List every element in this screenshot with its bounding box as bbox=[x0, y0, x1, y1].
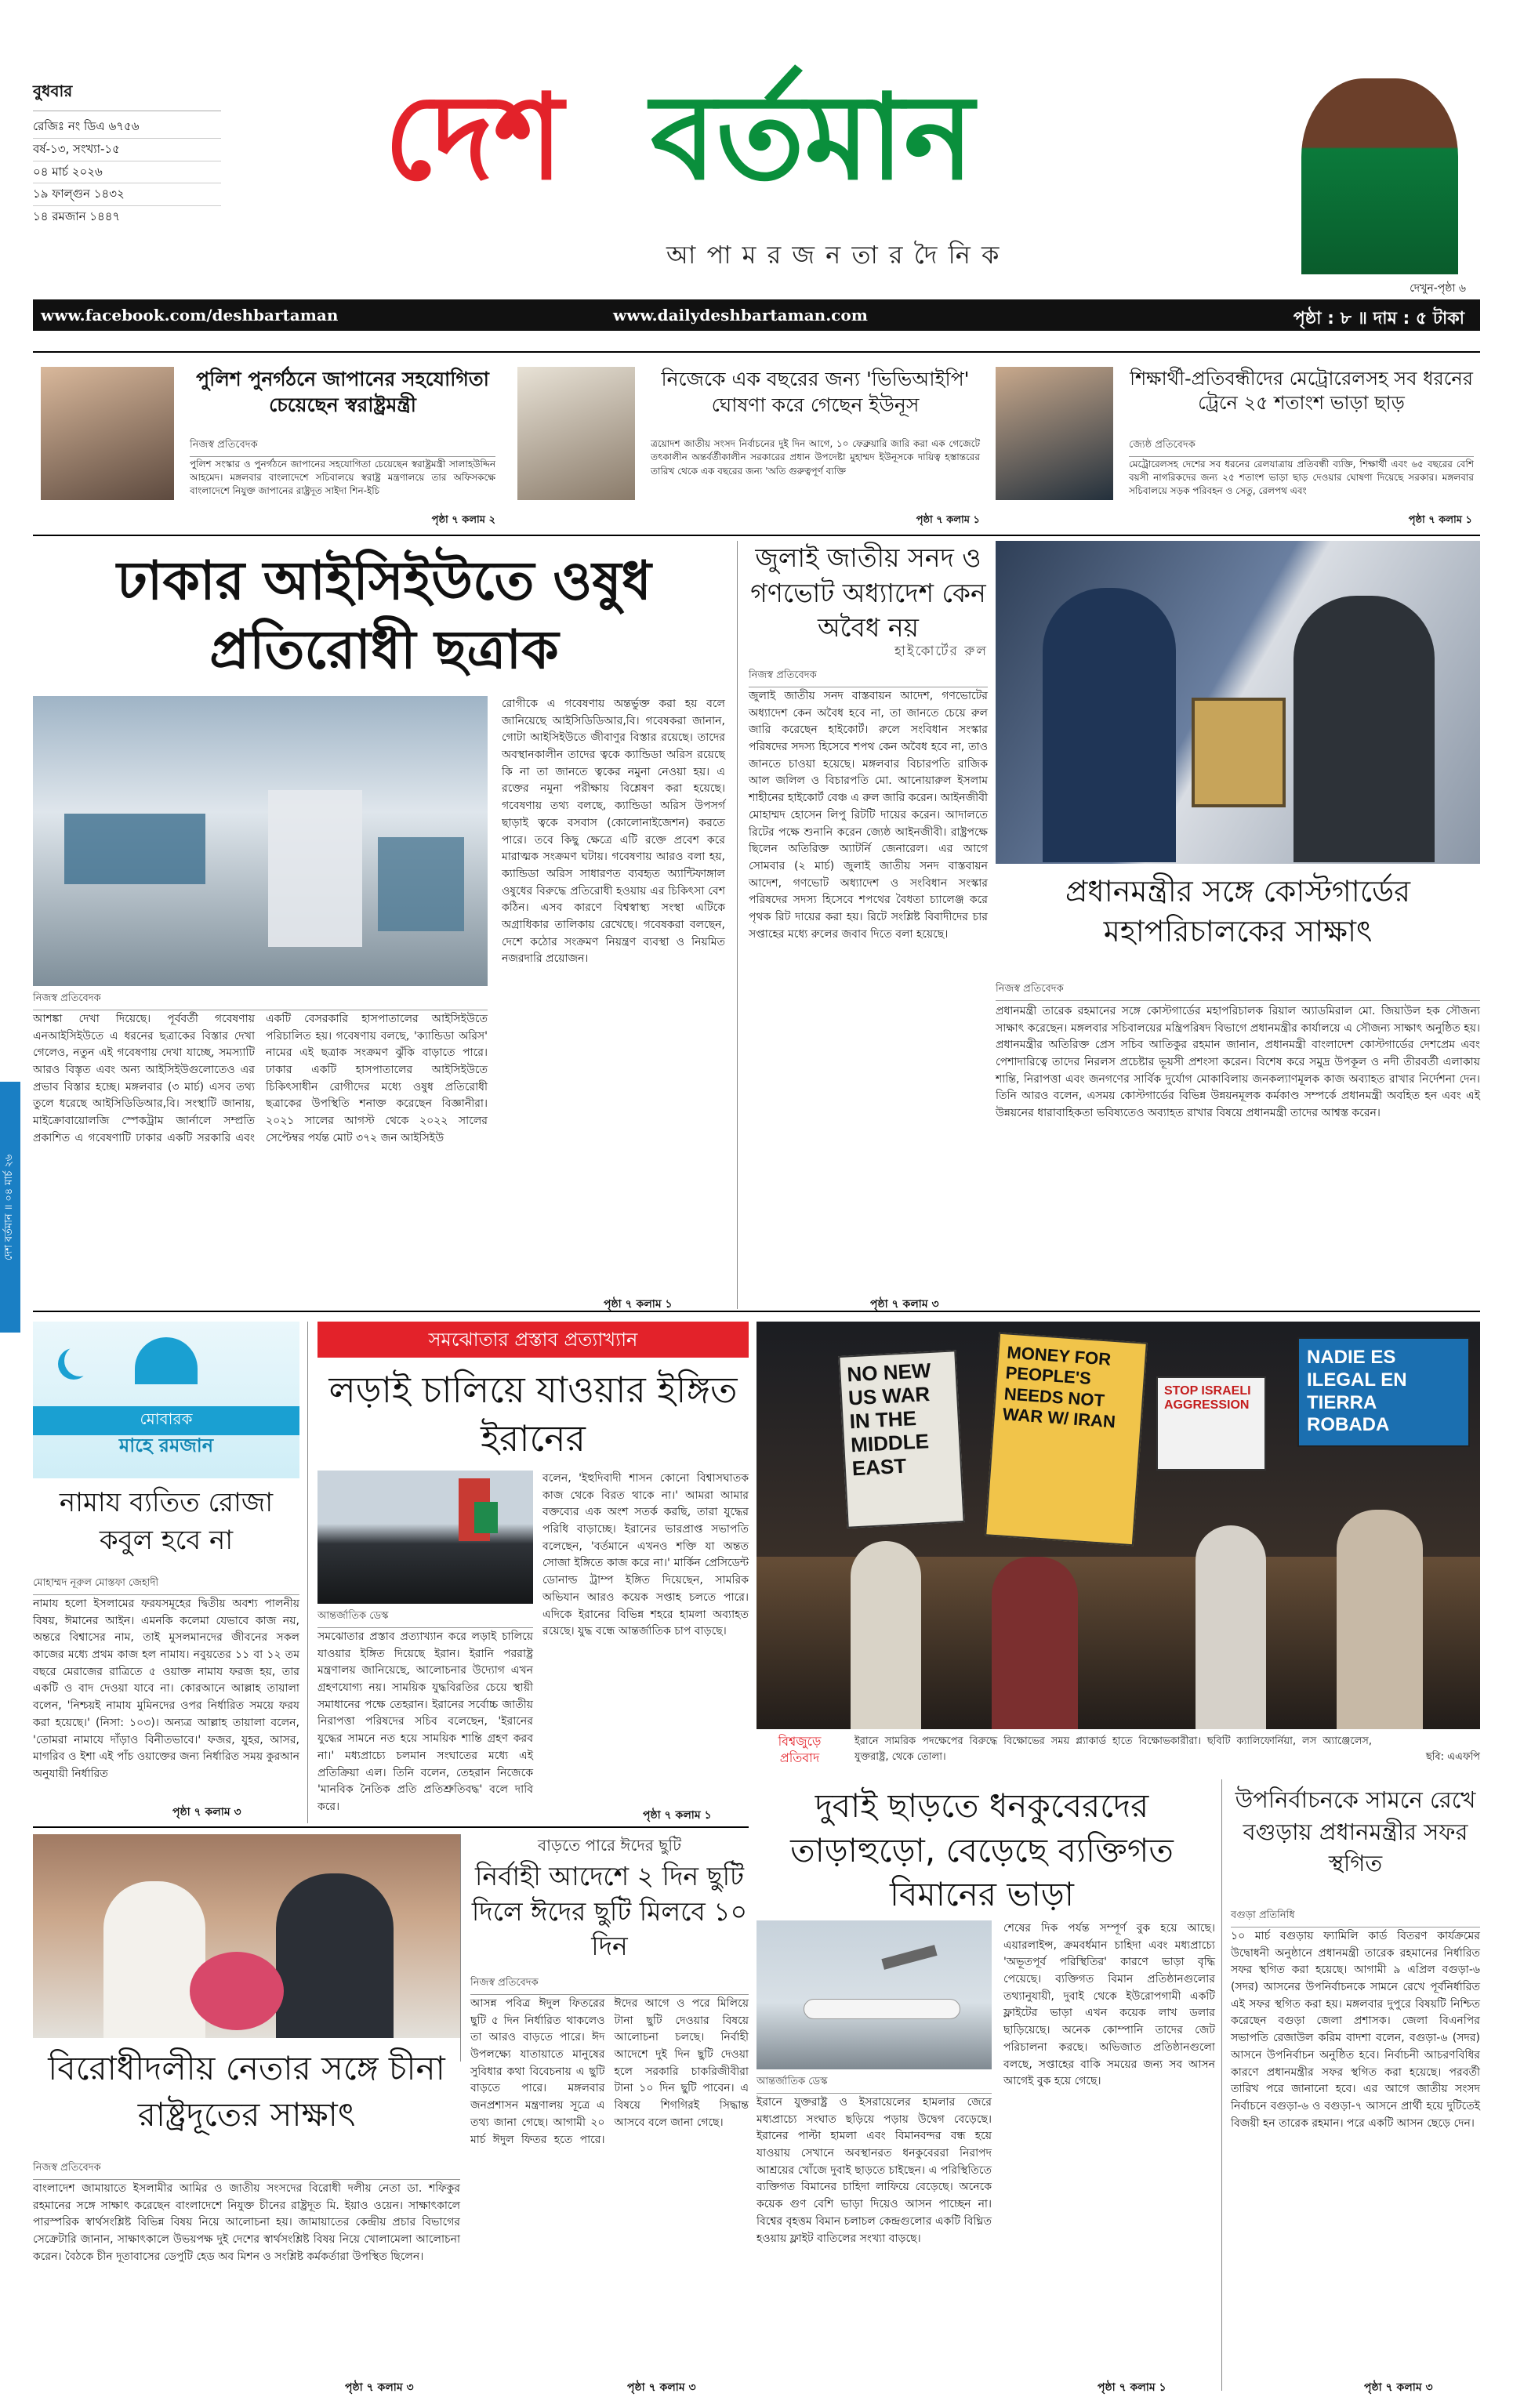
ramadan-headline[interactable]: নামায ব্যতিত রোজা কবুল হবে না bbox=[59, 1487, 274, 1556]
divider bbox=[737, 541, 738, 1309]
ramadan-jump[interactable]: পৃষ্ঠা ৭ কলাম ৩ bbox=[172, 1806, 241, 1819]
teaser-police[interactable] bbox=[33, 359, 503, 530]
promo-label: দেখুন-পৃষ্ঠা ৬ bbox=[1410, 282, 1466, 295]
teaser-byline: জ্যেষ্ঠ প্রতিবেদক bbox=[1129, 437, 1474, 457]
opposition-meeting-photo bbox=[33, 1834, 460, 2038]
pm-coastguard-text: প্রধানমন্ত্রী তারেক রহমানের সঙ্গে কোস্টগার্ডের মহাপরিচালক রিয়াল অ্যাডমিরাল মো. জিয়াউল হক সৌজন্য সাক্ষাৎ করেছেন। মঙ্গলবার সচিবালয়ের মন্ত্রিপরিষদ বিভাগে প্রধানমন্ত্রীর কার্যালয়ে এ সৌজন্য সাক্ষাৎ অনুষ্ঠিত হয়। প্রধানমন্ত্রীর অতিরিক্ত প্রেস সচিব আতিকুর রহমান জানান, প্রধানমন্ত্রী বাংলাদেশ কোস্টগার্ডের দেশপ্রেম এবং পেশাদারিত্বে তাদের নিরলস প্রচেষ্টার ভূয়সী প্রশংসা করেন। বিশেষ করে সমুদ্র উপকূল ও নদী তীরবর্তী এলাকায় শান্তি, নিরাপত্তা এবং জনগণের সার্বিক দুর্যোগ মোকাবিলায় জনকল্যাণমূলক কাজ অব্যাহত রাখার নির্দেশনা দেন। তিনি আরও বলেন, এসময় কোস্টগার্ডের বিভিন্ন উন্নয়নমূলক কর্মকাণ্ড সম্পর্কে প্রধানমন্ত্রী অবহিত হন এবং এই উন্নয়নের ধারাবাহিকতা ভবিষ্যতেও অব্যাহত রাখার বিষয়ে প্রধানমন্ত্রী তাদের আশ্বস্ত করেন। bbox=[996, 1005, 1480, 1120]
registration: রেজিঃ নং ডিএ ৬৭৫৬ bbox=[33, 116, 221, 139]
ramadan-badge bbox=[33, 1322, 299, 1478]
mosque-icon bbox=[135, 1337, 198, 1384]
teaser-text: মেট্রোরেলসহ দেশের সব ধরনের রেলযাত্রায় প্রতিবন্ধী ব্যক্তি, শিক্ষার্থী এবং ৬৫ বছরের বেশি বয়সী নাগরিকদের জন্য ২৫ শতাংশ ভাড়া ছাড় দেওয়ার ঘোষণা দিয়েছে সরকার। মঙ্গলবার সচিবালয়ে সড়ক পরিবহন ও সেতু, রেলপথ এবং bbox=[1129, 459, 1474, 496]
photo-label bbox=[756, 1734, 843, 1767]
dubai-col2: শেষের দিক পর্যন্ত সম্পূর্ণ বুক হয়ে আছে। এয়ারলাইন্স, ক্রমবর্ধমান চাহিদা এবং মধ্যপ্রাচ্যে 'অভূতপূর্ব পরিস্থিতির' কারণে ভাড়া বৃদ্ধি পেয়েছে। ব্যক্তিগত বিমান প্রতিষ্ঠানগুলোর তথ্যানুযায়ী, দুবাই থেকে ইউরোপগামী একটি ফ্লাইটের ভাড়া এখন কয়েক লাখ ডলার ছাড়িয়েছে। অনেক কোম্পানি তাদের জেট পরিচালনা করছে। অভিজাত প্রতিষ্ঠানগুলো বলছে, সপ্তাহের বাকি সময়ের জন্য সব আসন আগেই বুক হয়ে গেছে। bbox=[1003, 1922, 1215, 2088]
logo-bartaman: বর্তমান bbox=[651, 68, 974, 206]
july-kicker: হাইকোর্টের রুল bbox=[894, 644, 988, 659]
dubai-desk: আন্তর্জাতিক ডেস্ক bbox=[756, 2074, 992, 2094]
teaser-photo bbox=[996, 367, 1113, 500]
lead-icu-photo bbox=[33, 696, 488, 986]
lead-byline: নিজস্ব প্রতিবেদক bbox=[33, 991, 488, 1010]
iran-col1: সমঝোতার প্রস্তাব প্রত্যাখ্যান করে লড়াই চালিয়ে যাওয়ার ইঙ্গিত দিয়েছে ইরান। ইরানি পররাষ্ট্র মন্ত্রণালয় জানিয়েছে, আলোচনার উদ্যোগ এখন গ্রহণযোগ্য নয়। সাময়িক যুদ্ধবিরতির চেয়ে স্থায়ী সমাধানের পক্ষে তেহরান। ইরানের সর্বোচ্চ জাতীয় নিরাপত্তা পরিষদের সচিব বলেছেন, 'ইরানের যুদ্ধের সামনে নত হয়ে সাময়িক শান্তি গ্রহণ করব না।' মধ্যপ্রাচ্যে চলমান সংঘাতের মধ্যে এই প্রতিক্রিয়া এল। তিনি বলেন, তেহরান নিজেকে 'মানবিক নৈতিক প্রতি প্রতিশ্রুতিবদ্ধ' বলে দাবি করে। bbox=[317, 1630, 533, 1813]
dubai-jump[interactable]: পৃষ্ঠা ৭ কলাম ১ bbox=[1098, 2381, 1166, 2394]
july-text: জুলাই জাতীয় সনদ বাস্তবায়ন আদেশ, গণভোটের অধ্যাদেশ কেন অবৈধ হবে না, তা জানতে চেয়ে রুল জারি করেছেন হাইকোর্ট। রুলে সংবিধান সংস্কার পরিষদের সদস্য হিসেবে শপথ কেন অবৈধ হবে না, তাও জানতে চাওয়া হয়েছে। মঙ্গলবার বিচারপতি রাজিক আল জলিল ও বিচারপতি মো. আনোয়ারুল ইসলাম শাহীনের হাইকোর্ট বেঞ্চ এ রুল জারি করেন। আইনজীবী মোহাম্মদ হোসেন লিপু রিটটি দায়ের করেন। আদালতে রিটের পক্ষে শুনানি করেন জ্যেষ্ঠ আইনজীবী। রাষ্ট্রপক্ষে ছিলেন অতিরিক্ত অ্যাটর্নি জেনারেল। এর আগে সোমবার (২ মার্চ) জুলাই জাতীয় সনদ বাস্তবায়ন আদেশ, গণভোট অধ্যাদেশ ও সংবিধান সংস্কার পরিষদের সদস্য হিসেবে শপথের বৈধতা চ্যালেঞ্জ করে পৃথক রিট দায়ের করা হয়। রিটে সংশ্লিষ্ট বিবাদীদের চার সপ্তাহের মধ্যে রুলের জবাব দিতে বলা হয়েছে। bbox=[749, 690, 988, 941]
lead-jump[interactable]: পৃষ্ঠা ৭ কলাম ১ bbox=[604, 1298, 673, 1311]
teaser-byline: নিজস্ব প্রতিবেদক bbox=[190, 437, 495, 457]
day-label: বুধবার bbox=[33, 80, 221, 111]
private-jet-photo bbox=[756, 1920, 992, 2069]
protest-sign-4: NADIE ES ILEGAL EN TIERRA ROBADA bbox=[1297, 1337, 1470, 1447]
bogura-headline[interactable]: উপনির্বাচনকে সামনে রেখে বগুড়ায় প্রধানমন্ত্রীর সফর স্থগিত bbox=[1235, 1786, 1476, 1877]
volume: বর্ষ-১৩, সংখ্যা-১৫ bbox=[33, 139, 221, 161]
website-link[interactable]: www.dailydeshbartaman.com bbox=[613, 306, 868, 325]
teaser-jump[interactable]: পৃষ্ঠা ৭ কলাম ২ bbox=[431, 514, 495, 526]
ramadan-text: নামায হলো ইসলামের ফরযসমূহের দ্বিতীয় অবশ্য পালনীয় বিষয়, ঈমানের আইন। এমনকি কলেমা যেভাবে কাজ নয়, অন্তরে বিশ্বাসের নাম, তাই মুসলমানদের জীবনের সকল কাজের মধ্যে প্রথম কাজ হল নামায। নবুয়তের ১১ বা ১২ তম বছরে মেরাজের রাত্রিতে ৫ ওয়াক্ত নামায ফরজ হয়, তার একটি ও বাদ দেওয়া যাবে না। কোরআনে আল্লাহ তায়ালা বলেন, 'নিশ্চয়ই নামায মুমিনদের ওপর নির্ধারিত সময়ে ফরয করা হয়েছে।' (নিসা: ১০৩)। অন্যত্র আল্লাহ তায়ালা বলেন, 'তোমরা নামাযে দাঁড়াও বিনীতভাবে।' ফজর, যুহর, আসর, মাগরিব ও ইশা এই পাঁচ ওয়াক্তের জন্য নির্ধারিত সময় কুরআন অনুযায়ী নির্ধারিত bbox=[33, 1597, 299, 1780]
dubai-headline[interactable]: দুবাই ছাড়তে ধনকুবেরদের তাড়াহুড়ো, বেড়েছে ব্যক্তিগত বিমানের ভাড়া bbox=[790, 1786, 1174, 1914]
pm-coastguard-byline: নিজস্ব প্রতিবেদক bbox=[996, 981, 1480, 1001]
ramadan-badge-line1: মোবারক bbox=[33, 1406, 299, 1435]
divider bbox=[33, 1311, 1480, 1312]
bogura-jump[interactable]: পৃষ্ঠা ৭ কলাম ৩ bbox=[1364, 2381, 1433, 2394]
protest-sign-3: STOP ISRAELI AGGRESSION bbox=[1156, 1376, 1266, 1471]
ramadan-badge-line2: মাহে রমজান bbox=[118, 1434, 214, 1456]
info-bar bbox=[33, 299, 1480, 331]
logo-desh: দেশ bbox=[384, 68, 564, 206]
lead-col2: রোগীকে এ গবেষণায় অন্তর্ভুক্ত করা হয় বলে জানিয়েছে আইসিডিডিআর,বি। গবেষকরা জানান, গোটা আইসিইউতে জীবাণুর বিস্তার রয়েছে। তাদের অবস্থানকালীন তাদের ত্বকে ক্যান্ডিডা অরিস রয়েছে কি না তা জানতে ত্বকের নমুনা নেওয়া হয়। এ রক্তের নমুনা পরীক্ষায় বিশ্লেষণ করা হয়েছে। গবেষণায় তথ্য বলছে, ক্যান্ডিডা অরিস উপসর্গ ছাড়াই ত্বকে বসবাস (কোলোনাইজেশন) করতে পারে। তবে কিছু ক্ষেত্রে এটি রক্তে প্রবেশ করে মারাত্মক সংক্রমণ ঘটায়। গবেষণায় আরও বলা হয়, ক্যান্ডিডা অরিস সাধারণত ব্যবহৃত অ্যান্টিফাঙ্গাল ওষুধের বিরুদ্ধে প্রতিরোধী হওয়ায় এর চিকিৎসা বেশ কঠিন। এসব কারণে বিশ্বস্বাস্থ্য সংস্থা এটিকে অগ্রাধিকার তালিকায় রেখেছে। গবেষকরা বলছেন, দেশে কঠোর সংক্রমণ নিয়ন্ত্রণ ব্যবস্থা ও নিয়মিত নজরদারি প্রয়োজন। bbox=[502, 698, 725, 966]
july-headline[interactable]: জুলাই জাতীয় সনদ ও গণভোট অধ্যাদেশ কেন অবৈধ নয় bbox=[750, 542, 986, 644]
dubai-col1: ইরানে যুক্তরাষ্ট্র ও ইসরায়েলের হামলার জেরে মধ্যপ্রাচ্যে সংঘাত ছড়িয়ে পড়ায় উদ্বেগ বেড়েছে। ইরানের পাল্টা হামলা এবং বিমানবন্দর বন্ধ হয়ে যাওয়ায় সেখানে অবস্থানরত ধনকুবেররা নিরাপদ আশ্রয়ের খোঁজে দুবাই ছাড়তে চাইছেন। এ পরিস্থিতিতে ব্যক্তিগত বিমানের চাহিদা লাফিয়ে বেড়েছে। অনেকে কয়েক গুণ বেশি ভাড়া দিয়েও আসন পাচ্ছেন না। বিশ্বের বৃহত্তম বিমান চলাচল কেন্দ্রগুলোর একটি বিঘ্নিত হওয়ায় ফ্লাইট বাতিলের সংখ্যা বাড়ছে। bbox=[756, 2096, 992, 2245]
divider bbox=[33, 535, 1480, 536]
divider bbox=[1221, 1779, 1222, 2391]
photo-label-line2: প্রতিবাদ bbox=[779, 1750, 820, 1765]
july-byline: নিজস্ব প্রতিবেদক bbox=[749, 668, 988, 687]
divider bbox=[33, 351, 1480, 353]
opposition-headline[interactable]: বিরোধীদলীয় নেতার সঙ্গে চীনা রাষ্ট্রদূতের সাক্ষাৎ bbox=[48, 2049, 445, 2134]
eid-headline[interactable]: নির্বাহী আদেশে ২ দিন ছুটি দিলে ঈদের ছুটি মিলবে ১০ দিন bbox=[471, 1861, 748, 1962]
bogura-text: ১০ মার্চ বগুড়ায় ফ্যামিলি কার্ড বিতরণ কার্যক্রমের উদ্বোধনী অনুষ্ঠানে প্রধানমন্ত্রী তারেক রহমানের নির্ধারিত সফর স্থগিত করা হয়েছে। আগামী ৯ এপ্রিল বগুড়া-৬ (সদর) আসনের উপনির্বাচনকে সামনে রেখে পূর্বনির্ধারিত এই সফর স্থগিত করা হয়। মঙ্গলবার দুপুরে বিষয়টি নিশ্চিত করেছেন বগুড়া জেলা প্রশাসক। জেলা বিএনপির সভাপতি রেজাউল করিম বাদশা বলেন, বগুড়া-৬ (সদর) আসনে উপনির্বাচন অনুষ্ঠিত হবে। নির্বাচনী আচরণবিধির কারণে প্রধানমন্ত্রীর সফর স্থগিত করা হয়েছে। পরবর্তী তারিখ পরে জানানো হবে। এর আগে জাতীয় সংসদ নির্বাচনে বগুড়া-৬ ও বগুড়া-৭ আসনে প্রার্থী হয়ে দুটিতেই বিজয়ী হন তারেক রহমান। পরে একটি আসন ছেড়ে দেন। bbox=[1231, 1930, 1480, 2130]
teaser-photo bbox=[517, 367, 635, 500]
opposition-jump[interactable]: পৃষ্ঠা ৭ কলাম ৩ bbox=[345, 2381, 414, 2394]
lead-col1: আশঙ্কা দেখা দিয়েছে। পূর্ববর্তী গবেষণায় এনআইসিইউতে এ ধরনের ছত্রাকের বিস্তার দেখা গেলেও, নতুন এই গবেষণায় দেখা যাচ্ছে, সমস্যাটি আরও বিস্তৃত এবং অন্য আইসিইউগুলোতেও এর প্রভাব বিস্তার হচ্ছে। মঙ্গলবার (৩ মার্চ) এসব তথ্য তুলে ধরেছে আইসিডিডিআর,বি। সংস্থাটি জানায়, মাইক্রোবায়োলজি স্পেকট্রাম জার্নালে সম্প্রতি প্রকাশিত এ গবেষণাটি ঢাকার একটি সরকারি এবং একটি বেসরকারি হাসপাতালের আইসিইউতে পরিচালিত হয়। গবেষণায় বলছে, 'ক্যান্ডিডা অরিস' নামের এই ছত্রাক সংক্রমণ ঝুঁকি বাড়াতে পারে। ঢাকার একটি হাসপাতালের আইসিইউতে চিকিৎসাধীন রোগীদের মধ্যে ওষুধ প্রতিরোধী ছত্রাকের উপস্থিতি শনাক্ত করেছেন বিজ্ঞানীরা। ২০২১ সালের আগস্ট থেকে ২০২২ সালের সেপ্টেম্বর পর্যন্ত মোট ৩৭২ জন আইসিইউ bbox=[33, 1013, 488, 1144]
photo-caption: ইরানে সামরিক পদক্ষেপের বিরুদ্ধে বিক্ষোভের সময় প্ল্যাকার্ড হাতে বিক্ষোভকারীরা। ছবিটি ক্যালিফোর্নিয়া, লস অ্যাঞ্জেলেস, যুক্তরাষ্ট্র, থেকে তোলা। bbox=[854, 1735, 1372, 1764]
iran-banner: সমঝোতার প্রস্তাব প্রত্যাখ্যান bbox=[317, 1322, 749, 1358]
iran-jump[interactable]: পৃষ্ঠা ৭ কলাম ১ bbox=[643, 1809, 712, 1822]
iran-desk: আন্তর্জাতিক ডেস্ক bbox=[317, 1608, 533, 1628]
promo-player-photo bbox=[1301, 78, 1458, 274]
facebook-link[interactable]: www.facebook.com/deshbartaman bbox=[41, 306, 339, 325]
protest-photo bbox=[756, 1322, 1480, 1729]
teaser-title: পুলিশ পুনর্গঠনে জাপানের সহযোগিতা চেয়েছেন স্বরাষ্ট্রমন্ত্রী bbox=[196, 368, 489, 416]
teaser-jump[interactable]: পৃষ্ঠা ৭ কলাম ১ bbox=[1408, 514, 1472, 526]
crescent-icon bbox=[64, 1345, 96, 1376]
date-hijri: ১৪ রমজান ১৪৪৭ bbox=[33, 209, 121, 223]
masthead-info bbox=[33, 80, 221, 228]
side-tab: দেশ বর্তমান ॥ ০৪ মার্চ ২৬ bbox=[0, 1082, 20, 1333]
promo-box[interactable] bbox=[1286, 78, 1466, 298]
bogura-byline: বগুড়া প্রতিনিধি bbox=[1231, 1908, 1480, 1927]
divider bbox=[307, 1322, 308, 1823]
teaser-photo bbox=[41, 367, 174, 500]
date-bangla: ১৯ ফাল্গুন ১৪৩২ bbox=[33, 183, 221, 206]
teaser-rail[interactable] bbox=[996, 359, 1480, 530]
teaser-title: নিজেকে এক বছরের জন্য 'ভিভিআইপি' ঘোষণা করে গেছেন ইউনূস bbox=[661, 368, 970, 416]
teaser-jump[interactable]: পৃষ্ঠা ৭ কলাম ১ bbox=[916, 514, 980, 526]
july-jump[interactable]: পৃষ্ঠা ৭ কলাম ৩ bbox=[870, 1298, 939, 1311]
divider bbox=[33, 1826, 749, 1828]
teaser-text: ত্রয়োদশ জাতীয় সংসদ নির্বাচনের দুই দিন আগে, ১০ ফেব্রুয়ারি জারি করা এক গেজেটে তৎকালীন অন্তর্বর্তীকালীন সরকারের প্রধান উপদেষ্টা মুহাম্মদ ইউনূসকে দায়িত্ব হস্তান্তরের তারিখ থেকে এক বছরের জন্য 'অতি গুরুত্বপূর্ণ ব্যক্তি bbox=[651, 438, 980, 477]
protest-sign-2: MONEY FOR PEOPLE'S NEEDS NOT WAR W/ IRAN bbox=[985, 1333, 1148, 1547]
price-label: পৃষ্ঠা : ৮ ॥ দাম : ৫ টাকা bbox=[1293, 309, 1464, 328]
divider bbox=[460, 1834, 461, 2062]
pm-coastguard-headline[interactable]: প্রধানমন্ত্রীর সঙ্গে কোস্টগার্ডের মহাপরিচালকের সাক্ষাৎ bbox=[1065, 874, 1410, 949]
photo-credit: ছবি: এএফপি bbox=[1425, 1751, 1480, 1763]
eid-jump[interactable]: পৃষ্ঠা ৭ কলাম ৩ bbox=[627, 2381, 696, 2394]
pm-coastguard-photo bbox=[996, 541, 1480, 864]
opposition-byline: নিজস্ব প্রতিবেদক bbox=[33, 2160, 460, 2180]
protest-sign-1: NO NEW US WAR IN THE MIDDLE EAST bbox=[838, 1350, 964, 1529]
iran-rally-photo bbox=[317, 1471, 533, 1604]
opposition-text: বাংলাদেশ জামায়াতে ইসলামীর আমির ও জাতীয় সংসদের বিরোধী দলীয় নেতা ডা. শফিকুর রহমানের সঙ্গে সাক্ষাৎ করেছেন বাংলাদেশে নিযুক্ত চীনের রাষ্ট্রদূত মি. ইয়াও ওয়েন। সাক্ষাৎকালে পারস্পরিক স্বার্থসংশ্লিষ্ট বিভিন্ন বিষয় নিয়ে আলোচনা হয়। জামায়াতের কেন্দ্রীয় প্রচার বিভাগের সেক্রেটারি জানান, সাক্ষাৎকালে উভয়পক্ষ দুই দেশের স্বার্থসংশ্লিষ্ট বিষয় নিয়ে খোলামেলা আলোচনা করেন। বৈঠকে চীন দূতাবাসের ডেপুটি হেড অব মিশন ও সংশ্লিষ্ট কর্মকর্তারা উপস্থিত ছিলেন। bbox=[33, 2182, 460, 2263]
teaser-text: পুলিশ সংস্কার ও পুনর্গঠনে জাপানের সহযোগিতা চেয়েছেন স্বরাষ্ট্রমন্ত্রী সালাহউদ্দিন আহমেদ। মঙ্গলবার বাংলাদেশে সচিবালয়ে স্বরাষ্ট্র মন্ত্রণালয়ে তার অফিসকক্ষে বাংলাদেশে নিযুক্ত জাপানের রাষ্ট্রদূত সাইদা শিন-ইচি bbox=[190, 459, 495, 496]
eid-text: আসন্ন পবিত্র ঈদুল ফিতরের ছুটি ৫ দিন নির্ধারিত থাকলেও তা আরও বাড়তে পারে। ঈদ উপলক্ষ্যে যাতায়াতে মানুষের সুবিধার কথা বিবেচনায় এ ছুটি বাড়তে পারে। মঙ্গলবার জনপ্রশাসন মন্ত্রণালয় সূত্রে এ তথ্য জানা গেছে। আগামী ২০ মার্চ ঈদুল ফিতর হতে পারে। ঈদের আগে ও পরে মিলিয়ে টানা ছুটি দেওয়ার বিষয়ে আলোচনা চলছে। নির্বাহী আদেশে দুই দিন ছুটি দেওয়া হলে সরকারি চাকরিজীবীরা টানা ১০ দিন ছুটি পাবেন। এ বিষয়ে শিগগিরই সিদ্ধান্ত আসবে বলে জানা গেছে। bbox=[470, 1997, 749, 2146]
iran-col2: বলেন, 'ইহুদিবাদী শাসন কোনো বিশ্বাসঘাতক কাজ থেকে বিরত থাকে না।' আমরা আমার বক্তব্যের এক অংশ সতর্ক করছি, তারা যুদ্ধের পরিধি বাড়াচ্ছে। ইরানের ভারপ্রাপ্ত সভাপতি বলেছেন, 'বর্তমানে এখনও শক্তি যা অন্তত সোজা ইঙ্গিতে কাজ করে না।' মার্কিন প্রেসিডেন্ট ডোনাল্ড ট্রাম্প ইঙ্গিত দিয়েছেন, সামরিক অভিযান আরও কয়েক সপ্তাহ চলতে পারে। এদিকে ইরানের বিভিন্ন শহরে হামলা অব্যাহত রয়েছে। যুদ্ধ বন্ধে আন্তর্জাতিক চাপ বাড়ছে। bbox=[542, 1472, 749, 1638]
iran-headline[interactable]: লড়াই চালিয়ে যাওয়ার ইঙ্গিত ইরানের bbox=[328, 1369, 738, 1460]
eid-kicker: বাড়তে পারে ঈদের ছুটি bbox=[537, 1836, 682, 1855]
date-english: ০৪ মার্চ ২০২৬ bbox=[33, 161, 221, 184]
lead-headline[interactable]: ঢাকার আইসিইউতে ওষুধ প্রতিরোধী ছত্রাক bbox=[117, 550, 651, 682]
photo-label-line1: বিশ্বজুড়ে bbox=[778, 1734, 822, 1749]
tagline: আ পা ম র জ ন তা র দৈ নি ক bbox=[666, 240, 1001, 270]
teaser-yunus[interactable] bbox=[517, 359, 988, 530]
logo bbox=[384, 68, 1168, 270]
teaser-title: শিক্ষার্থী-প্রতিবন্ধীদের মেট্রোরেলসহ সব ধরনের ট্রেনে ২৫ শতাংশ ভাড়া ছাড় bbox=[1130, 368, 1473, 415]
eid-byline: নিজস্ব প্রতিবেদক bbox=[470, 1975, 749, 1995]
ramadan-byline: মোহাম্মদ নূরুল মোস্তফা জেহাদী bbox=[33, 1576, 299, 1595]
